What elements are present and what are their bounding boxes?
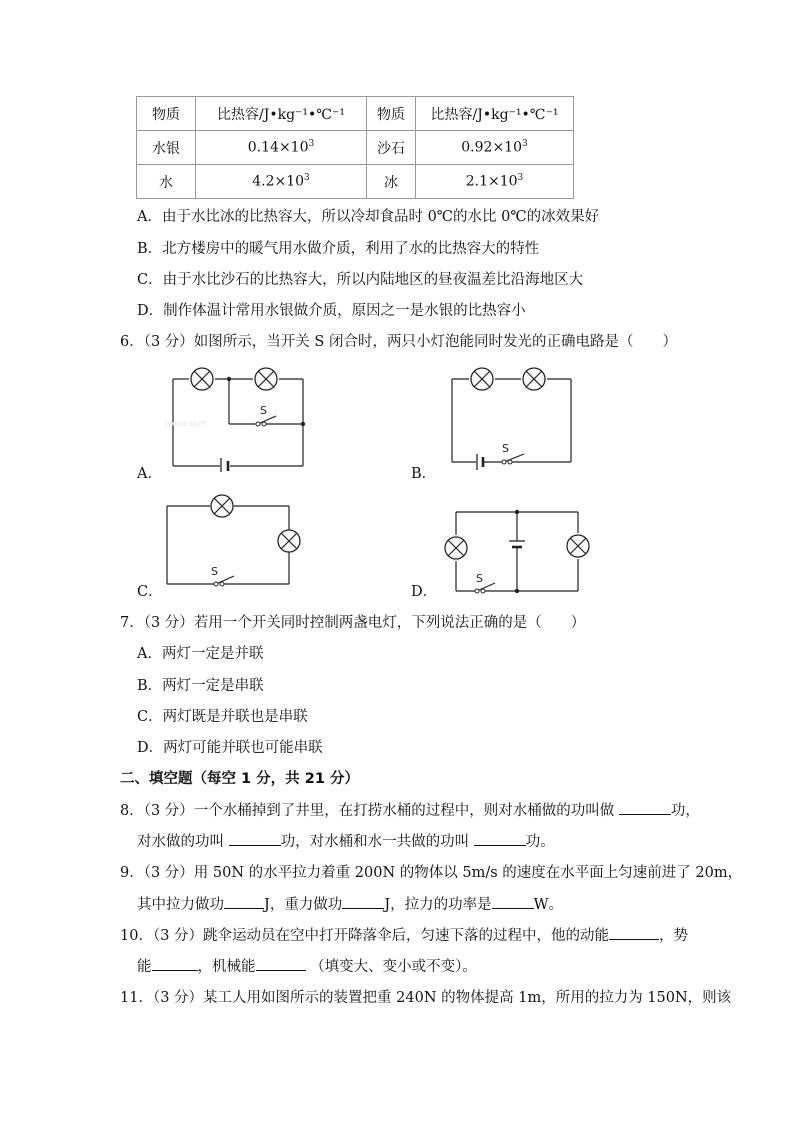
table-cell: $4.2\times 10^3$ xyxy=(196,165,367,199)
battery-icon xyxy=(477,454,483,470)
specific-heat-table xyxy=(136,96,574,199)
switch-label: S xyxy=(502,442,509,455)
q8-line-1: 8．（3 分）一个水桶掉到了井里，在打捞水桶的过程中，则对水桶做的功叫做 功， xyxy=(120,800,700,821)
lamp-icon xyxy=(471,368,493,390)
lamp-icon xyxy=(445,537,467,559)
table-cell: 水银 xyxy=(137,131,196,165)
table-cell: 水 xyxy=(137,165,196,199)
circuit-d-diagram xyxy=(435,504,600,599)
q5-option-c: C．由于水比沙石的比热容大，所以内陆地区的昼夜温差比沿海地区大 xyxy=(137,272,584,288)
q7-stem: 7．（3 分）若用一个开关同时控制两盏电灯，下列说法正确的是（ ） xyxy=(120,615,586,631)
junction-dot xyxy=(227,377,231,381)
circuit-c-diagram xyxy=(160,490,310,590)
lamp-icon xyxy=(278,530,300,552)
switch-label: S xyxy=(260,404,267,417)
q6-label-c: C． xyxy=(137,584,163,600)
lamp-icon xyxy=(255,368,277,390)
junction-dot xyxy=(301,422,305,426)
answer-blank[interactable] xyxy=(256,956,306,971)
table-row xyxy=(137,165,574,199)
lamp-icon xyxy=(211,495,233,517)
switch-label: S xyxy=(211,565,218,578)
q7-option-b: B．两灯一定是串联 xyxy=(137,678,264,694)
q6-label-b: B． xyxy=(411,466,437,482)
circuit-a-diagram xyxy=(160,362,320,472)
lamp-icon xyxy=(191,368,213,390)
q6-label-a: A． xyxy=(137,466,162,482)
lamp-icon xyxy=(523,368,545,390)
q9-line-2: 其中拉力做功 J，重力做功 J，拉力的功率是 W。 xyxy=(137,894,563,915)
lamp-icon xyxy=(567,535,589,557)
table-header-cell: 比热容/J•kg⁻¹•℃⁻¹ xyxy=(196,97,367,131)
q7-option-d: D．两灯可能并联也可能串联 xyxy=(137,740,323,756)
table-cell: 沙石 xyxy=(367,131,416,165)
answer-blank[interactable] xyxy=(342,894,384,909)
battery-icon xyxy=(509,541,525,547)
q11-line-1: 11．（3 分）某工人用如图所示的装置把重 240N 的物体提高 1m，所用的拉力为 150N，则该 xyxy=(120,990,732,1006)
watermark: jyeoo.com xyxy=(165,419,207,428)
q5-option-b: B．北方楼房中的暖气用水做介质，利用了水的比热容大的特性 xyxy=(137,241,540,257)
table-header-cell: 物质 xyxy=(137,97,196,131)
battery-icon xyxy=(221,458,228,472)
answer-blank[interactable] xyxy=(152,956,198,971)
answer-blank[interactable] xyxy=(609,925,659,940)
junction-dot xyxy=(515,589,519,593)
q7-option-c: C．两灯既是并联也是串联 xyxy=(137,709,308,725)
answer-blank[interactable] xyxy=(229,831,281,846)
table-header-cell: 比热容/J•kg⁻¹•℃⁻¹ xyxy=(416,97,574,131)
answer-blank[interactable] xyxy=(474,831,526,846)
q10-line-1: 10．（3 分）跳伞运动员在空中打开降落伞后，匀速下落的过程中，他的动能 ，势 xyxy=(120,925,688,946)
junction-dot xyxy=(515,510,519,514)
table-cell: $0.92\times 10^3$ xyxy=(416,131,574,165)
q9-line-1: 9．（3 分）用 50N 的水平拉力着重 200N 的物体以 5m/s 的速度在水平面上匀速前进了 20m， xyxy=(120,865,743,881)
table-cell: 冰 xyxy=(367,165,416,199)
circuit-b-diagram xyxy=(440,362,580,472)
q5-option-a: A．由于水比冰的比热容大，所以冷却食品时 0℃的水比 0℃的冰效果好 xyxy=(137,209,600,225)
q5-option-d: D．制作体温计常用水银做介质，原因之一是水银的比热容小 xyxy=(137,303,526,319)
answer-blank[interactable] xyxy=(619,800,671,815)
switch-label: S xyxy=(476,572,483,585)
q10-line-2: 能 ，机械能 （填变大、变小或不变）。 xyxy=(137,956,477,977)
answer-blank[interactable] xyxy=(224,894,264,909)
q6-stem: 6．（3 分）如图所示，当开关 S 闭合时，两只小灯泡能同时发光的正确电路是（ ） xyxy=(120,334,677,350)
answer-blank[interactable] xyxy=(492,894,534,909)
section-heading: 二、填空题（每空 1 分，共 21 分） xyxy=(120,771,359,787)
q6-label-d: D． xyxy=(411,584,438,600)
table-header-row xyxy=(137,97,574,131)
table-header-cell: 物质 xyxy=(367,97,416,131)
table-cell: $0.14\times 10^3$ xyxy=(196,131,367,165)
table-cell: $2.1\times 10^3$ xyxy=(416,165,574,199)
q8-line-2: 对水做的功叫 功，对水桶和水一共做的功叫 功。 xyxy=(137,831,555,852)
table-row xyxy=(137,131,574,165)
q7-option-a: A．两灯一定是并联 xyxy=(137,646,264,662)
